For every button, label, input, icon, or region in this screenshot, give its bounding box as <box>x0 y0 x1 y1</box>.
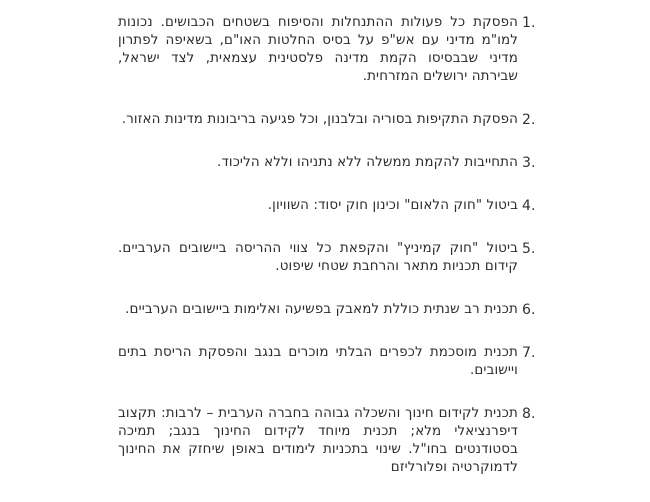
item-number: 3. <box>522 155 536 171</box>
item-text: תכנית מוסכמת לכפרים הבלתי מוכרים בנגב והפסקת הריסת בתים ויישובים. <box>118 345 518 378</box>
item-text: תכנית לקידום חינוך והשכלה גבוהה בחברה הערבית – לרבות: תקצוב דיפרנציאלי מלא; תכנית מיוחד לקידום החינוך בנגב; תמיכה בסטודנטים בחו"ל. שינוי בתכניות לימודים באופן שיחזק את החינוך לדמוקרטיה ופלורליזם <box>118 406 518 475</box>
list-item <box>118 14 536 86</box>
item-text: ביטול "חוק קמיניץ" והקפאת כל צווי ההריסה ביישובים הערביים. קידום תכניות מתאר והרחבת שטחי שיפוט. <box>118 241 518 274</box>
list-item <box>118 240 536 276</box>
list-item <box>118 301 536 319</box>
item-number: 2. <box>522 112 536 128</box>
item-number: 1. <box>522 15 536 31</box>
item-text: הפסקת התקיפות בסוריה ובלבנון, וכל פגיעה בריבונות מדינות האזור. <box>121 112 518 127</box>
item-text: התחייבות להקמת ממשלה ללא נתניהו וללא הליכוד. <box>217 155 518 170</box>
list-item <box>118 197 536 215</box>
list-item <box>118 154 536 172</box>
item-number: 6. <box>522 302 536 318</box>
item-number: 4. <box>522 198 536 214</box>
list-item <box>118 405 536 477</box>
item-text: תכנית רב שנתית כוללת למאבק בפשיעה ואלימות ביישובים הערביים. <box>125 302 518 317</box>
item-text: ביטול "חוק הלאום" וכינון חוק יסוד: השוויון. <box>267 198 518 213</box>
item-number: 5. <box>522 241 536 257</box>
demands-list <box>118 14 536 502</box>
item-number: 7. <box>522 345 536 361</box>
list-item <box>118 111 536 129</box>
item-text: הפסקת כל פעולות ההתנחלות והסיפוח בשטחים הכבושים. נכונות למו"מ מדיני עם אש"פ על בסיס החלטות האו"ם, בשאיפה לפתרון מדיני שבבסיסו הקמת מדינה פלסטינית עצמאית, לצד ישראל, שבירתה ירושלים המזרחית. <box>118 15 518 84</box>
item-number: 8. <box>522 406 536 422</box>
list-item <box>118 344 536 380</box>
